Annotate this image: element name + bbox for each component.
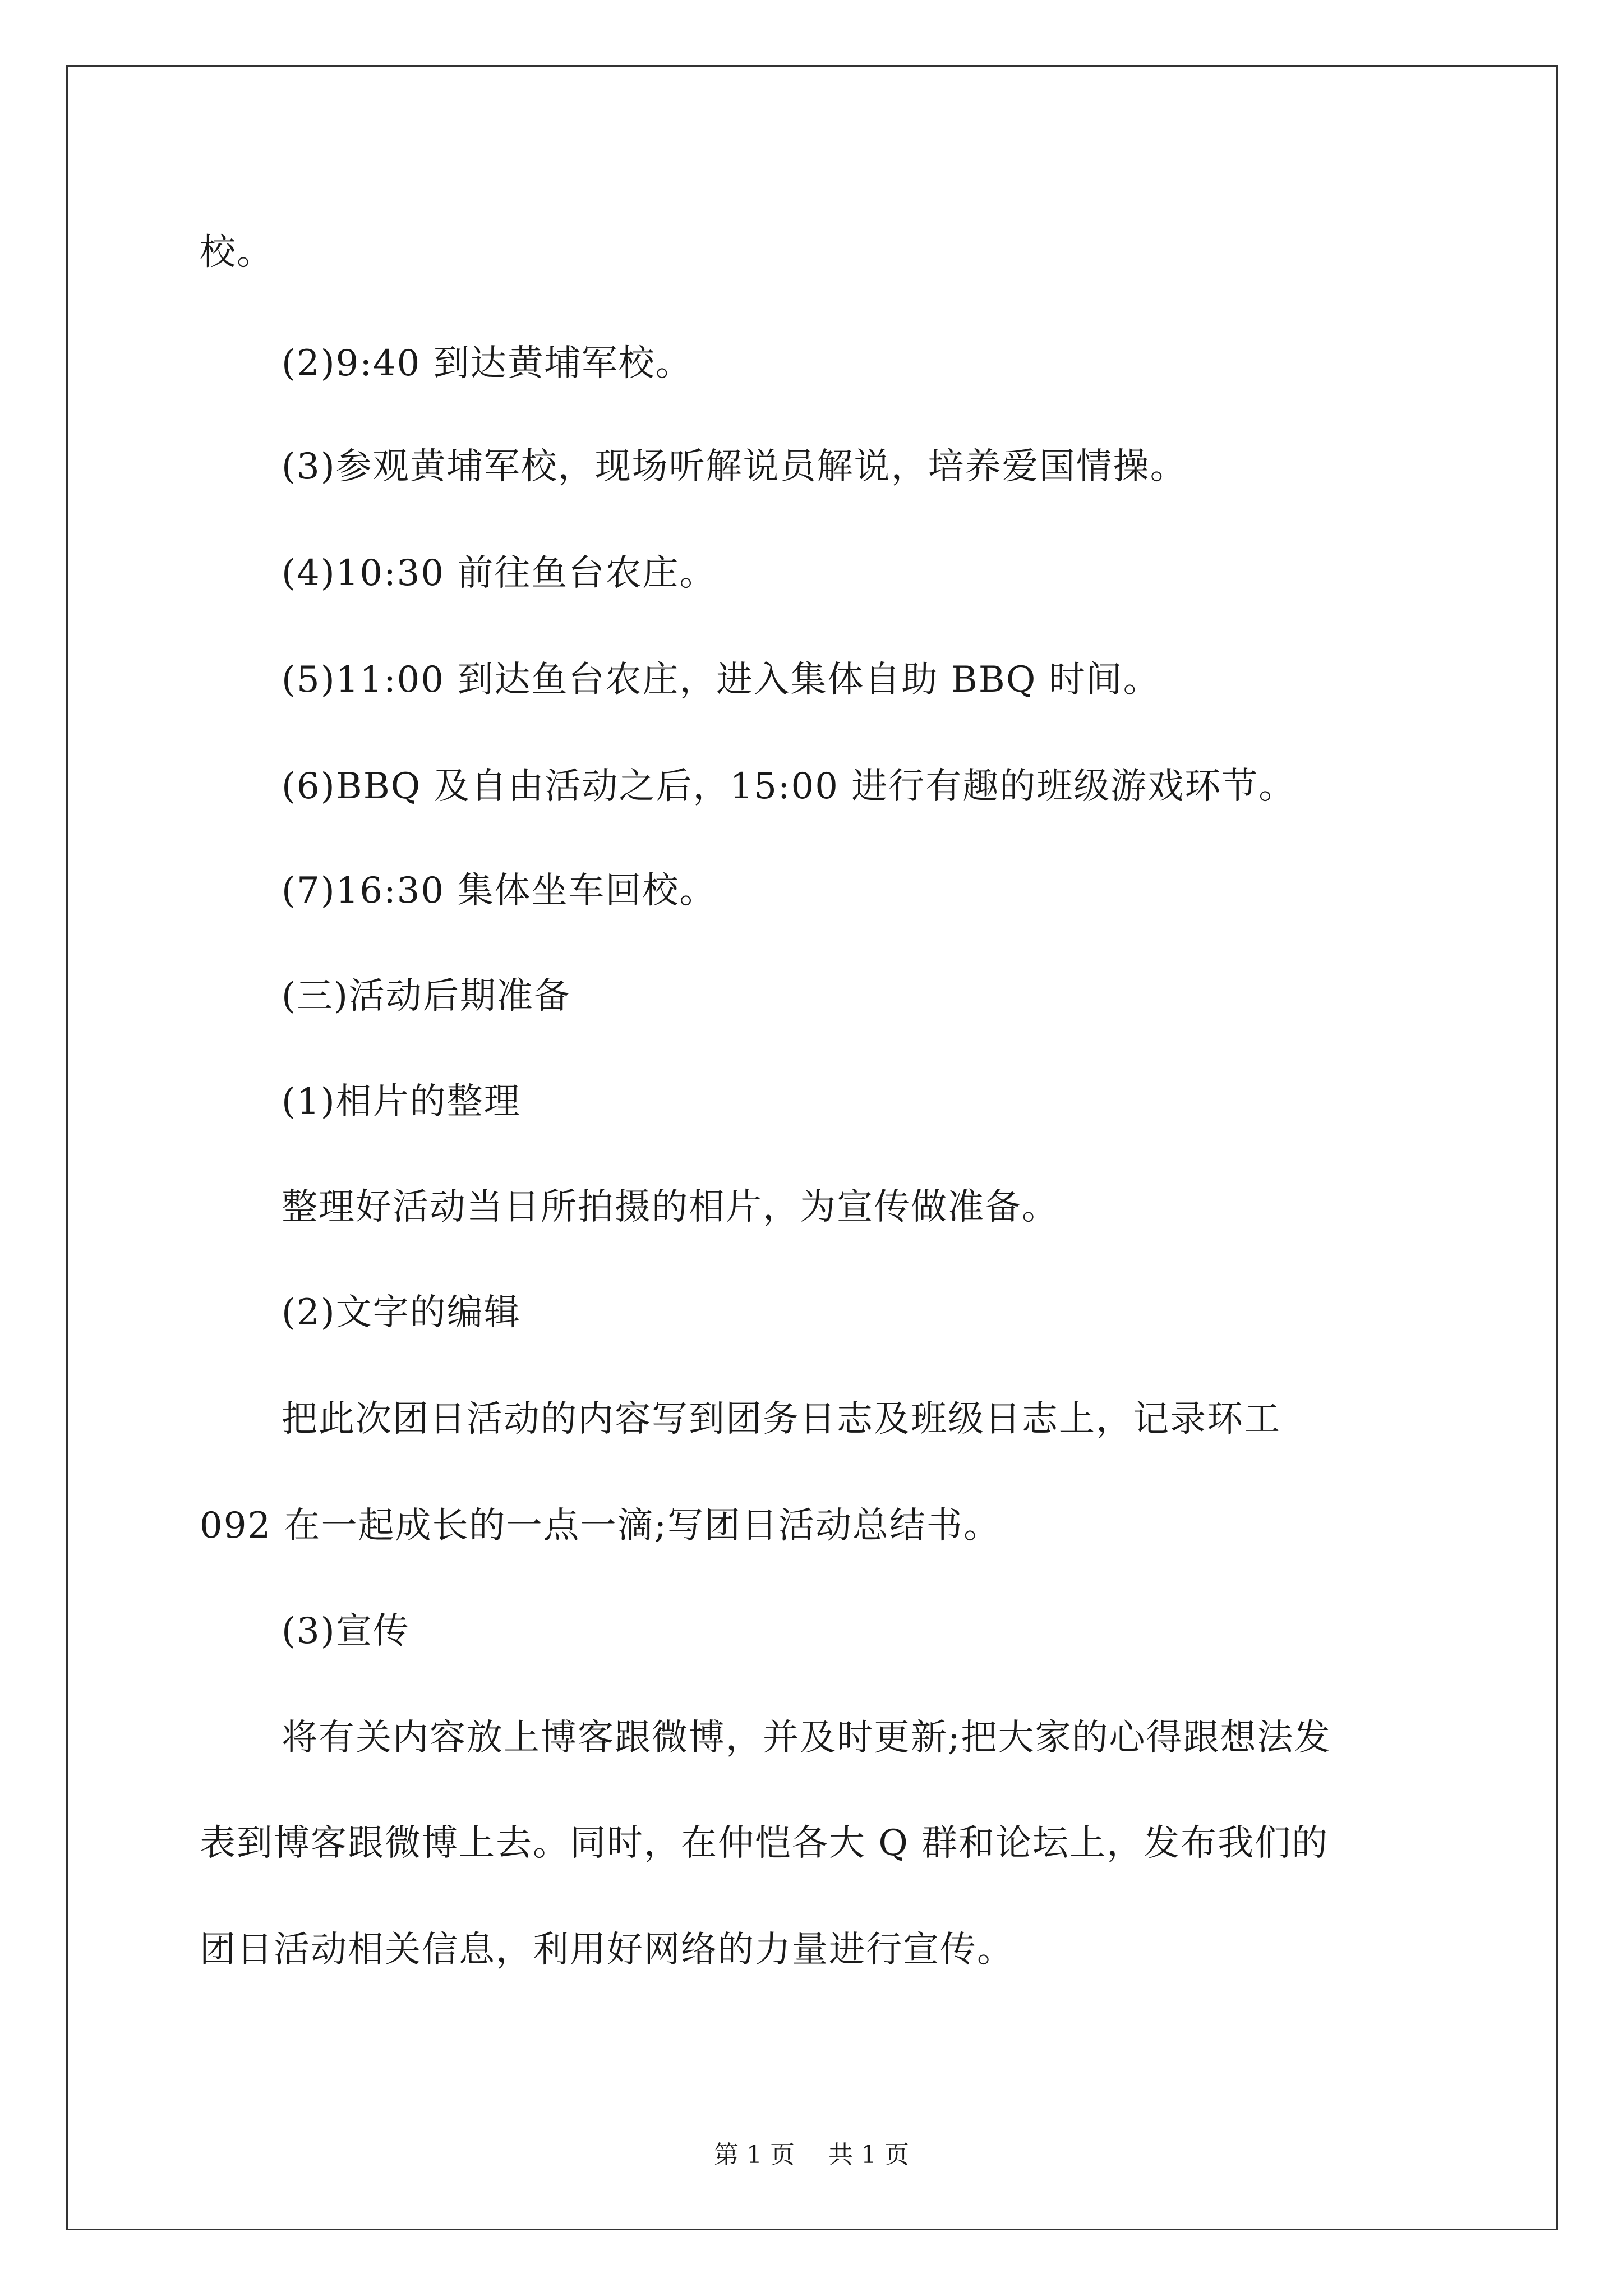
paragraph-line: 092 在一起成长的一点一滴;写团日活动总结书。: [200, 1505, 1001, 1547]
paragraph-line: (3)参观黄埔军校，现场听解说员解说，培养爱国情操。: [282, 446, 1187, 487]
page-footer: [0, 2143, 1623, 2168]
paragraph-line: (6)BBQ 及自由活动之后，15:00 进行有趣的班级游戏环节。: [282, 766, 1296, 807]
subsection-heading: (1)相片的整理: [282, 1081, 521, 1122]
paragraph-line: (4)10:30 前往鱼台农庄。: [282, 553, 717, 594]
paragraph-line: 团日活动相关信息，利用好网络的力量进行宣传。: [200, 1929, 1014, 1971]
subsection-heading: (3)宣传: [282, 1611, 410, 1652]
page-number: 第 1 页: [714, 2141, 795, 2169]
paragraph-line: (2)9:40 到达黄埔军校。: [282, 343, 693, 384]
paragraph-line: 把此次团日活动的内容写到团务日志及班级日志上，记录环工: [282, 1398, 1281, 1440]
paragraph-line: (7)16:30 集体坐车回校。: [282, 870, 717, 912]
paragraph-line: 整理好活动当日所拍摄的相片，为宣传做准备。: [282, 1186, 1059, 1228]
paragraph-line: 校。: [200, 232, 274, 273]
page-frame: [66, 65, 1558, 2230]
subsection-heading: (2)文字的编辑: [282, 1292, 521, 1333]
paragraph-line: 将有关内容放上博客跟微博，并及时更新;把大家的心得跟想法发: [282, 1717, 1331, 1759]
paragraph-line: (5)11:00 到达鱼台农庄，进入集体自助 BBQ 时间。: [282, 659, 1160, 701]
page-total: 共 1 页: [828, 2141, 909, 2169]
paragraph-line: 表到博客跟微博上去。同时，在仲恺各大 Q 群和论坛上，发布我们的: [200, 1823, 1329, 1864]
section-heading: (三)活动后期准备: [282, 976, 571, 1017]
